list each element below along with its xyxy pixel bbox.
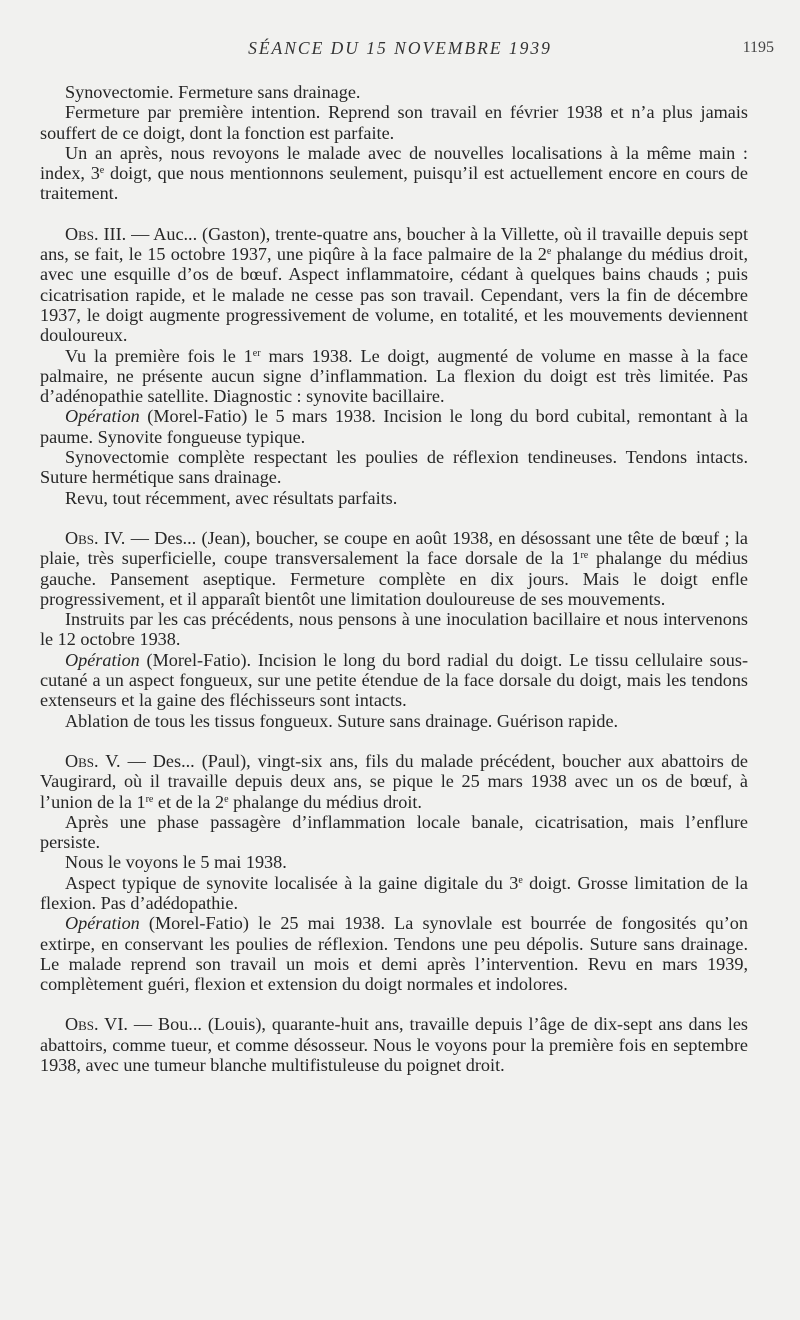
paragraph: Revu, tout récemment, avec résultats parfaits.: [65, 487, 398, 508]
observation-label: Obs. IV.: [65, 527, 126, 548]
operation-label: Opération: [65, 649, 140, 670]
observation-label: Obs. III.: [65, 223, 127, 244]
observation-paragraph: Obs. VI. — Bou... (Louis), quarante-huit ans, travaille depuis l’âge de dix-sept ans dans les abattoirs, comme tueur, et comme désosseur. Nous le voyons pour la première fois en septembre 1938, avec une tumeur blanche multifistuleuse du poignet droit.: [40, 1014, 748, 1076]
paragraph: Opération (Morel-Fatio) le 25 mai 1938. La synovlale est bourrée de fongosités qu’on extirpe, en conservant les poulies de réflexion. Tendons une peu dépolis. Suture sans drainage. Le malade reprend son travail un mois et demi après l’intervention. Revu en mars 1939, complètement guéri, flexion et extension du doigt normales et indolores.: [40, 913, 748, 995]
operation-label: Opération: [65, 913, 140, 934]
paragraph: Un an après, nous revoyons le malade avec de nouvelles localisations à la même main : index, 3e doigt, que nous mentionnons seulement, puisqu’il est actuellement encore en cours de traitement.: [40, 142, 748, 204]
paragraph: Aspect typique de synovite localisée à la gaine digitale du 3e doigt. Grosse limitation de la flexion. Pas d’adédopathie.: [40, 872, 749, 913]
paragraph: Instruits par les cas précédents, nous pensons à une inoculation bacillaire et nous intervenons le 12 octobre 1938.: [40, 609, 748, 650]
paragraph: Synovectomie complète respectant les poulies de réflexion tendineuses. Tendons intacts. Suture hermétique sans drainage.: [40, 447, 748, 488]
paragraph: Opération (Morel-Fatio). Incision le long du bord radial du doigt. Le tissu cellulaire sous-cutané a un aspect fongueux, sur une petite étendue de la face dorsale du doigt, mais les tendons extenseurs et la gaine des fléchisseurs sont intacts.: [40, 649, 748, 711]
observation-label: Obs. V.: [65, 750, 121, 771]
observation-label: Obs. VI.: [65, 1014, 128, 1035]
body-text: [40, 82, 748, 1075]
paragraph: Fermeture par première intention. Reprend son travail en février 1938 et n’a plus jamais souffert de ce doigt, dont la fonction est parfaite.: [40, 102, 748, 143]
header-title: SÉANCE DU 15 NOVEMBRE 1939: [248, 38, 552, 58]
operation-label: Opération: [65, 406, 140, 427]
observation-paragraph: Obs. IV. — Des... (Jean), boucher, se coupe en août 1938, en désossant une tête de bœuf ; la plaie, très superficielle, coupe transversalement la face dorsale de la 1re phalange du médius gauche. Pansement aseptique. Fermeture complète en dix jours. Mais le doigt enfle progressivement, et il apparaît bientôt une limitation douloureuse de ses mouvements.: [40, 527, 749, 609]
paragraph: Synovectomie. Fermeture sans drainage.: [65, 82, 361, 102]
paragraph: Ablation de tous les tissus fongueux. Suture sans drainage. Guérison rapide.: [65, 710, 619, 731]
page-number: 1195: [742, 39, 774, 56]
paragraph: Opération (Morel-Fatio) le 5 mars 1938. Incision le long du bord cubital, remontant à la paume. Synovite fongueuse typique.: [40, 406, 748, 447]
running-header: [0, 38, 800, 62]
paragraph: Nous le voyons le 5 mai 1938.: [65, 852, 287, 873]
observation-paragraph: Obs. III. — Auc... (Gaston), trente-quatre ans, boucher à la Villette, où il travaille depuis sept ans, se fait, le 15 octobre 1937, une piqûre à la face palmaire de la 2e phalange du médius droit, avec une esquille d’os de bœuf. Aspect inflammatoire, cédant à quelques bains chauds ; puis cicatrisation rapide, et le malade ne cesse pas son travail. Cependant, vers la fin de décembre 1937, le doigt augmente progressivement de volume, en totalité, et les mouvements deviennent douloureux.: [40, 223, 748, 346]
paragraph: Vu la première fois le 1er mars 1938. Le doigt, augmenté de volume en masse à la face palmaire, ne présente aucun signe d’inflammation. La flexion du doigt est très limitée. Pas d’adénopathie satellite. Diagnostic : synovite bacillaire.: [40, 345, 748, 407]
observation-paragraph: Obs. V. — Des... (Paul), vingt-six ans, fils du malade précédent, boucher aux abattoirs de Vaugirard, où il travaille depuis deux ans, se pique le 25 mars 1938 avec un os de bœuf, à l’union de la 1re et de la 2e phalange du médius droit.: [40, 750, 748, 812]
paragraph: Après une phase passagère d’inflammation locale banale, cicatrisation, mais l’enflure persiste.: [40, 811, 748, 853]
